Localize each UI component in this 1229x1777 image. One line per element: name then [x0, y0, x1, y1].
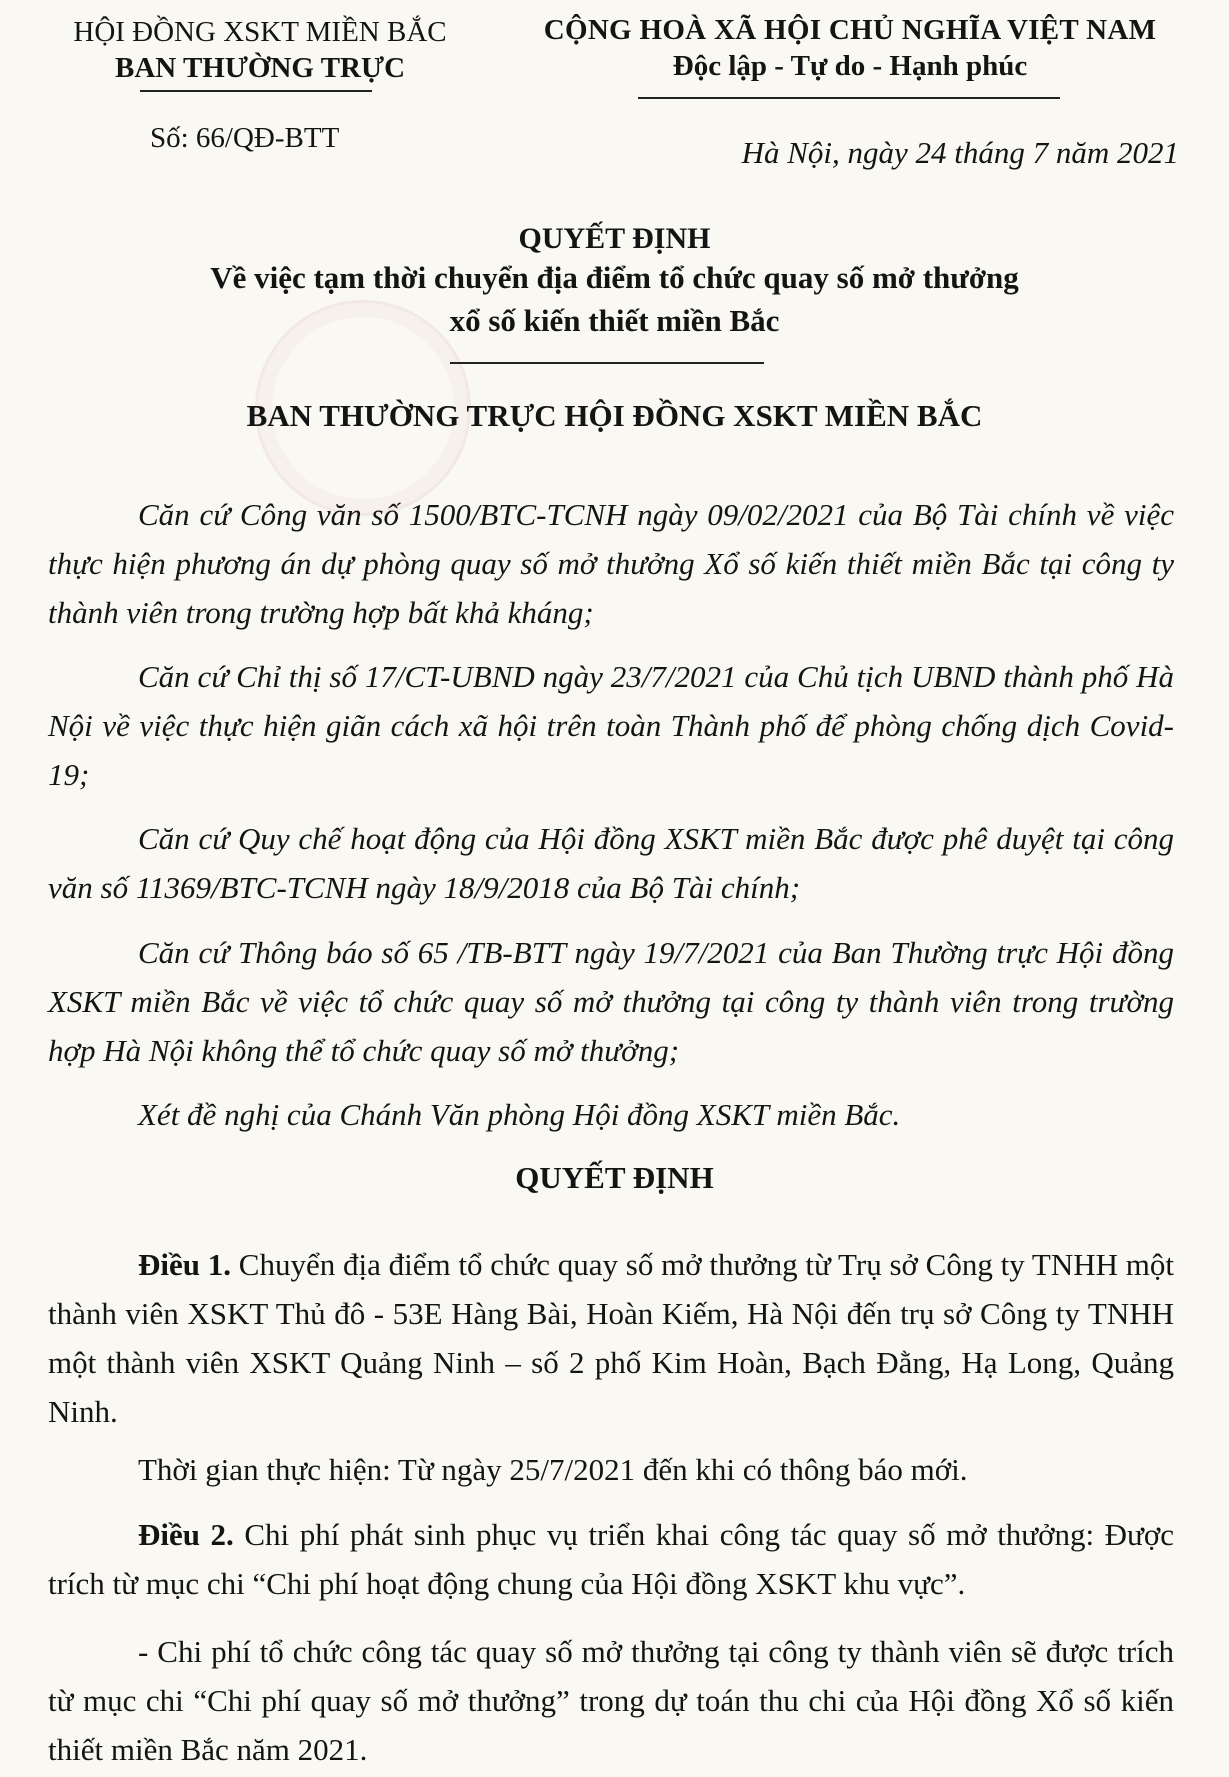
preamble-paragraph: Căn cứ Công văn số 1500/BTC-TCNH ngày 09/02/2021 của Bộ Tài chính về việc thực hiện phương án dự phòng quay số mở thưởng Xổ số kiến thiết miền Bắc tại công ty thành viên trong trường hợp bất khả kháng;: [48, 497, 1174, 630]
national-motto: Độc lập - Tự do - Hạnh phúc: [672, 50, 1028, 82]
article-1-text: Chuyển địa điểm tổ chức quay số mở thưởng từ Trụ sở Công ty TNHH một thành viên XSKT Thủ đô - 53E Hàng Bài, Hoàn Kiếm, Hà Nội đến trụ sở Công ty TNHH một thành viên XSKT Quảng Ninh – số 2 phố Kim Hoàn, Bạch Đằng, Hạ Long, Quảng Ninh.: [48, 1247, 1175, 1429]
decision-heading: QUYẾT ĐỊNH: [515, 1160, 714, 1195]
country-name: CỘNG HOÀ XÃ HỘI CHỦ NGHĨA VIỆT NAM: [543, 14, 1157, 46]
article-2-text: Chi phí phát sinh phục vụ triển khai công tác quay số mở thưởng: Được trích từ mục chi “Chi phí hoạt động chung của Hội đồng XSKT khu vực”.: [48, 1517, 1175, 1601]
issuing-body-underline: [140, 90, 372, 92]
issuing-board: BAN THƯỜNG TRỰC: [114, 52, 406, 84]
national-title: [500, 12, 1200, 84]
preamble-paragraph: Xét đề nghị của Chánh Văn phòng Hội đồng XSKT miền Bắc.: [138, 1097, 901, 1132]
document-subject-line-1: Về việc tạm thời chuyển địa điểm tổ chức quay số mở thưởng: [210, 260, 1019, 295]
document-subject-line-2: xổ số kiến thiết miền Bắc: [449, 303, 780, 338]
issuing-council: HỘI ĐỒNG XSKT MIỀN BẮC: [73, 16, 447, 48]
preamble-paragraph: Căn cứ Quy chế hoạt động của Hội đồng XSKT miền Bắc được phê duyệt tại công văn số 11369/BTC-TCNH ngày 18/9/2018 của Bộ Tài chính;: [48, 821, 1174, 905]
article-1-time: Thời gian thực hiện: Từ ngày 25/7/2021 đến khi có thông báo mới.: [138, 1452, 968, 1487]
motto-underline: [638, 97, 1060, 99]
article-2-label: Điều 2.: [138, 1517, 234, 1552]
document-date: Hà Nội, ngày 24 tháng 7 năm 2021: [741, 135, 1179, 170]
article-2: [48, 1510, 1174, 1608]
issuing-body: [40, 14, 480, 86]
article-1-label: Điều 1.: [138, 1247, 232, 1282]
preamble-paragraph: Căn cứ Thông báo số 65 /TB-BTT ngày 19/7/2021 của Ban Thường trực Hội đồng XSKT miền Bắc về việc tổ chức quay số mở thưởng tại công ty thành viên trong trường hợp Hà Nội không thể tổ chức quay số mở thưởng;: [48, 935, 1174, 1068]
article-1: [48, 1240, 1174, 1436]
title-rule: [450, 362, 764, 364]
issuing-authority: BAN THƯỜNG TRỰC HỘI ĐỒNG XSKT MIỀN BẮC: [246, 398, 983, 433]
document-number: Số: 66/QĐ-BTT: [150, 122, 340, 154]
article-2-bullet: - Chi phí tổ chức công tác quay số mở thưởng tại công ty thành viên sẽ được trích từ mục chi “Chi phí quay số mở thưởng” trong dự toán thu chi của Hội đồng Xổ số kiến thiết miền Bắc năm 2021.: [48, 1634, 1174, 1767]
preamble-paragraph: Căn cứ Chỉ thị số 17/CT-UBND ngày 23/7/2021 của Chủ tịch UBND thành phố Hà Nội về việc thực hiện giãn cách xã hội trên toàn Thành phố để phòng chống dịch Covid-19;: [48, 659, 1174, 792]
document-title: QUYẾT ĐỊNH: [518, 222, 711, 255]
